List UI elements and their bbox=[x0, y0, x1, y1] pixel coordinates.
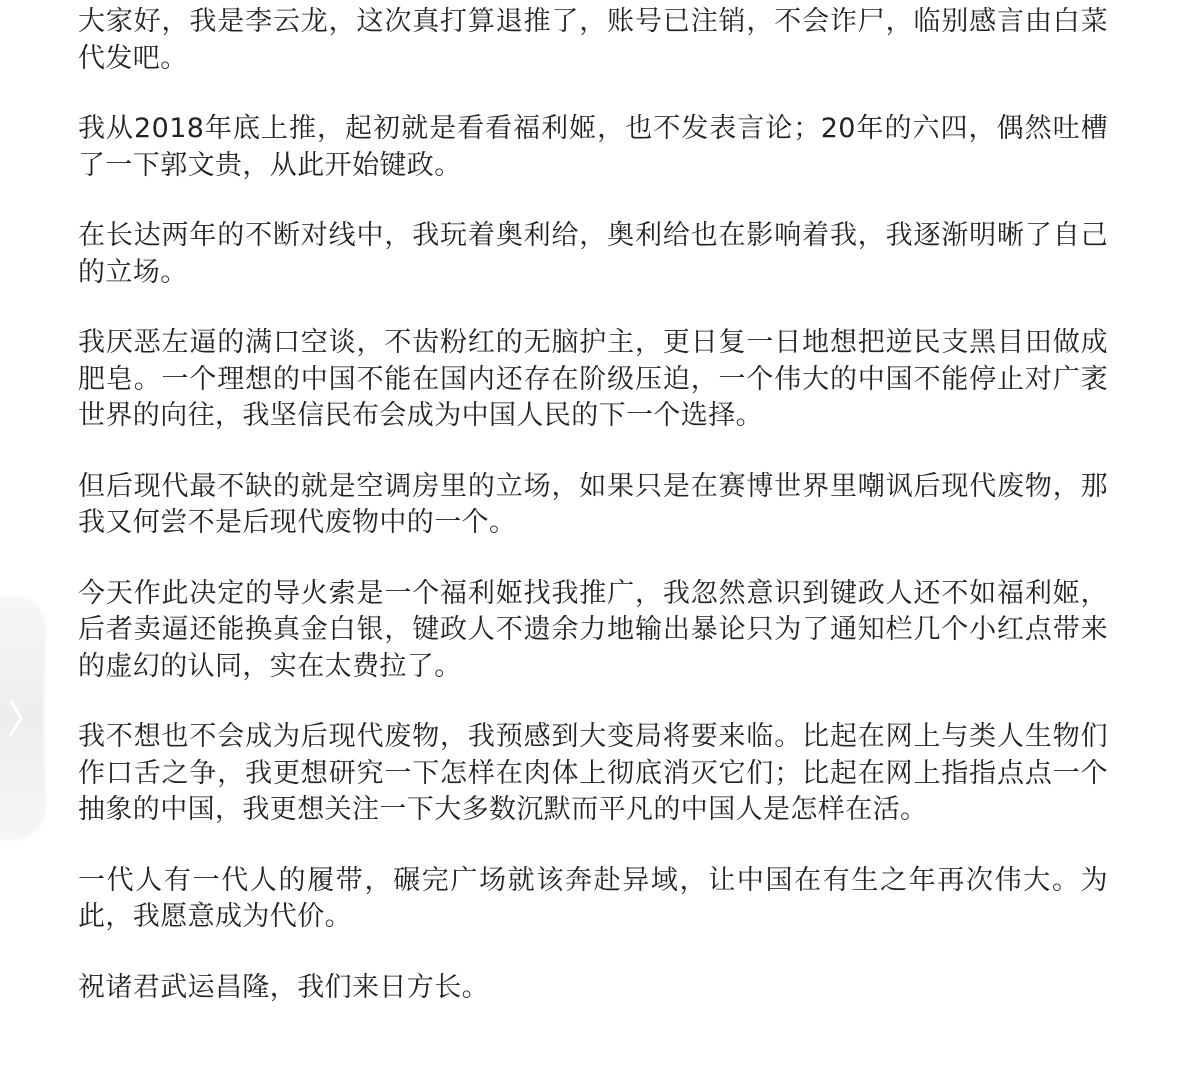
paragraph: 我厌恶左逼的满口空谈，不齿粉红的无脑护主，更日复一日地想把逆民支黑目田做成肥皂。一个理想的中国不能在国内还存在阶级压迫，一个伟大的中国不能停止对广袤世界的向往，我坚信民布会成为中国人民的下一个选择。 bbox=[78, 327, 1108, 431]
article-body bbox=[78, 0, 1108, 1040]
paragraph: 祝诸君武运昌隆，我们来日方长。 bbox=[78, 971, 489, 1003]
chevron-right-icon bbox=[8, 698, 24, 738]
paragraph: 大家好，我是李云龙，这次真打算退推了，账号已注销，不会诈尸，临别感言由白菜代发吧。 bbox=[78, 6, 1108, 74]
paragraph: 我从2018年底上推，起初就是看看福利姬，也不发表言论；20年的六四，偶然吐槽了一下郭文贵，从此开始键政。 bbox=[78, 113, 1108, 181]
paragraph: 在长达两年的不断对线中，我玩着奥利给，奥利给也在影响着我，我逐渐明晰了自己的立场。 bbox=[78, 220, 1108, 288]
paragraph: 但后现代最不缺的就是空调房里的立场，如果只是在赛博世界里嘲讽后现代废物，那我又何尝不是后现代废物中的一个。 bbox=[78, 470, 1108, 538]
paragraph: 我不想也不会成为后现代废物，我预感到大变局将要来临。比起在网上与类人生物们作口舌之争，我更想研究一下怎样在肉体上彻底消灭它们；比起在网上指指点点一个抽象的中国，我更想关注一下大多数沉默而平凡的中国人是怎样在活。 bbox=[78, 721, 1108, 825]
paragraph: 今天作此决定的导火索是一个福利姬找我推广，我忽然意识到键政人还不如福利姬，后者卖逼还能换真金白银，键政人不遗余力地输出暴论只为了通知栏几个小红点带来的虚幻的认同，实在太费拉了。 bbox=[78, 577, 1108, 682]
paragraph: 一代人有一代人的履带，碾完广场就该奔赴异域，让中国在有生之年再次伟大。为此，我愿意成为代价。 bbox=[78, 864, 1108, 932]
side-expand-handle[interactable] bbox=[0, 598, 42, 838]
